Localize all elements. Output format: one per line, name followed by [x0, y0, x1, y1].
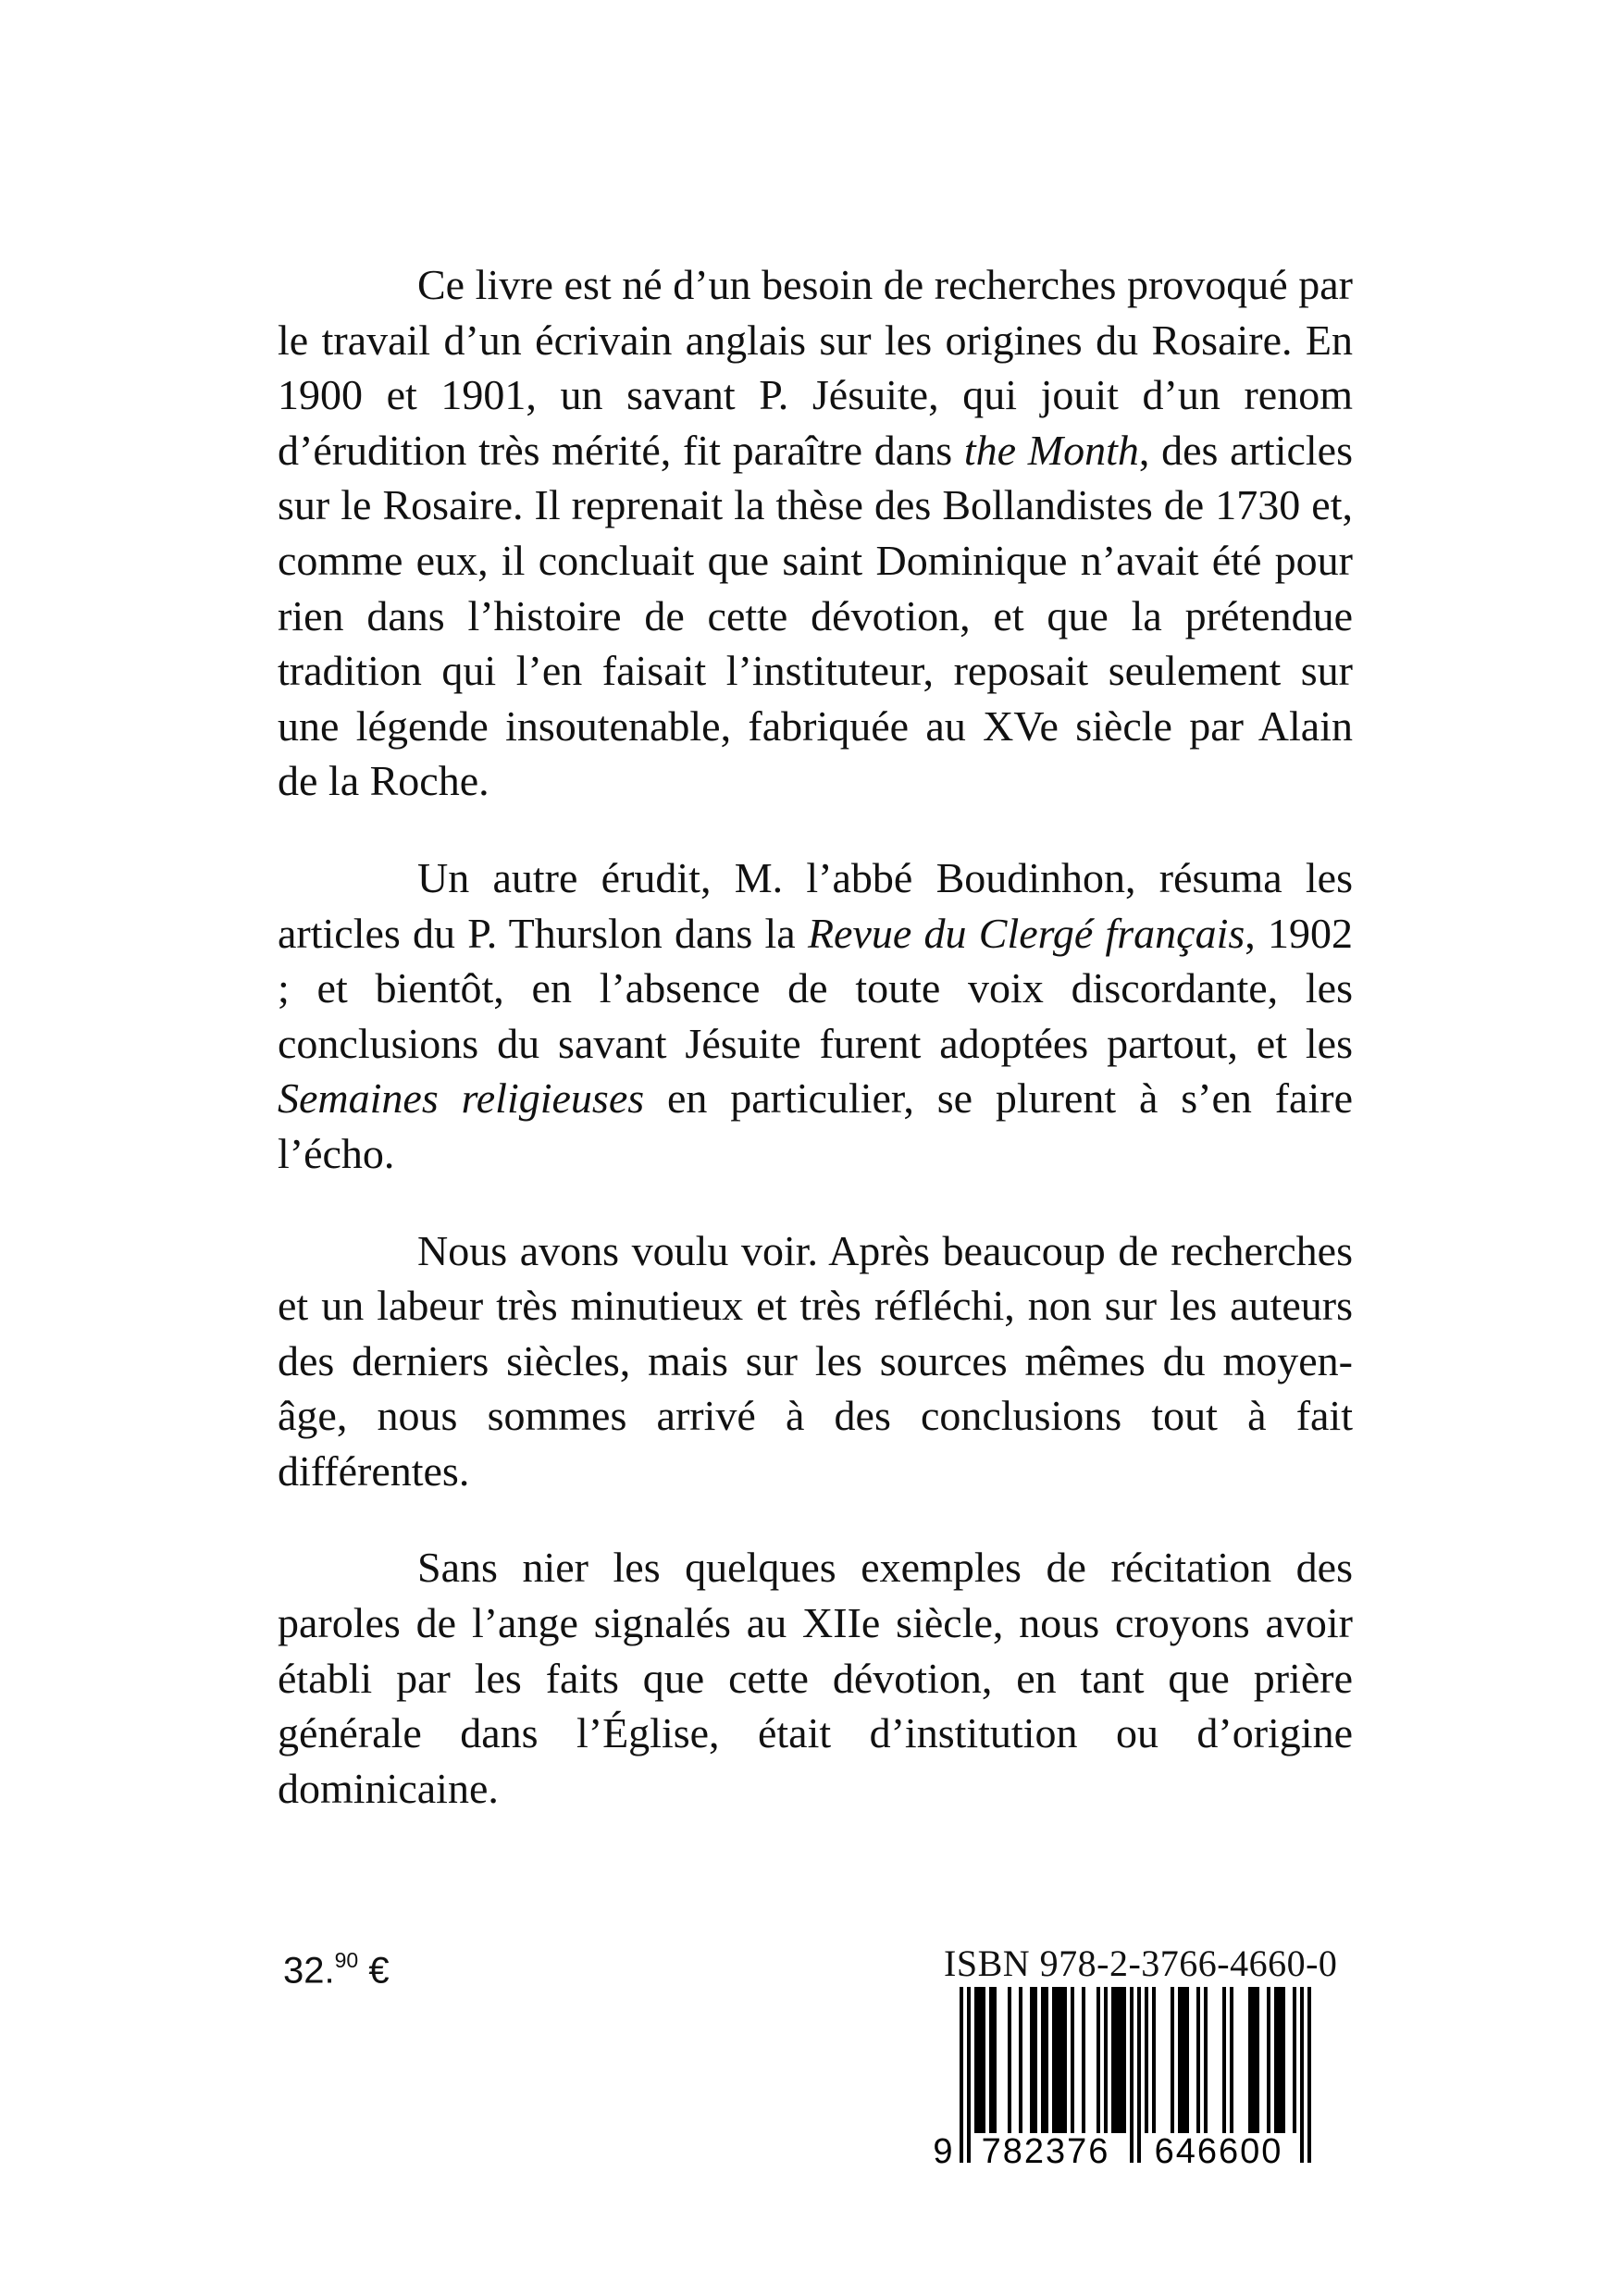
barcode-bar — [1274, 1987, 1285, 2133]
barcode-bar — [1230, 1987, 1233, 2133]
barcode-bar — [1204, 1987, 1208, 2133]
barcode-bar — [974, 1987, 985, 2133]
barcode-bar — [1030, 1987, 1037, 2133]
price-integer: 32. — [283, 1950, 335, 1992]
paragraph-3 — [278, 1223, 1353, 1499]
paragraph-text: , 1902 ; et bientôt, en l’absence de toute voix discordante, les conclusions du savant Jésuite furent adoptées partout, et les — [278, 909, 1353, 1067]
barcode-digits-left: 782376 — [981, 2132, 1110, 2171]
barcode-bar — [1096, 1987, 1100, 2133]
back-cover-text — [278, 257, 1353, 1857]
paragraph-text: , des articles sur le Rosaire. Il reprenait la thèse des Bollandistes de 1730 et, comme eux, il concluait que saint Dominique n’avait été pour rien dans l’histoire de cette dévotion, et que la prétendue tradition qui l’en faisait l’instituteur, reposait seulement sur une légende insoutenable, fabriquée au XVe siècle par Alain de la Roche. — [278, 426, 1353, 805]
barcode-bar — [1293, 1987, 1296, 2133]
barcode-bar — [1052, 1987, 1067, 2133]
barcode-bar — [989, 1987, 997, 2133]
paragraph-text: Un autre érudit, M. l’abbé Boudinhon, résuma les articles du P. Thurslon dans la — [278, 853, 1353, 957]
barcode-guard-bar — [1300, 1987, 1304, 2163]
barcode-bar — [1267, 1987, 1270, 2133]
barcode-bar — [1071, 1987, 1074, 2133]
italic-title-text: the Month — [963, 426, 1139, 474]
paragraph-4 — [278, 1540, 1353, 1816]
barcode-bar — [1008, 1987, 1011, 2133]
barcode-bar — [1178, 1987, 1189, 2133]
barcode-guard-bar — [1137, 1987, 1141, 2163]
barcode-bar — [1196, 1987, 1200, 2133]
barcode-digits-right: 646600 — [1154, 2132, 1283, 2171]
barcode-guard-bar — [1307, 1987, 1311, 2163]
barcode-bar — [1248, 1987, 1259, 2133]
barcode-bar — [1082, 1987, 1085, 2133]
paragraph-1 — [278, 257, 1353, 809]
barcode-bar — [1145, 1987, 1148, 2133]
barcode-bar — [1222, 1987, 1226, 2133]
price-tag — [283, 1940, 390, 1992]
barcode-digit-first: 9 — [933, 2132, 953, 2171]
italic-title-text: Revue du Clergé français — [807, 909, 1245, 957]
barcode-bar — [1104, 1987, 1108, 2133]
isbn-label: ISBN 978-2-3766-4660-0 — [944, 1942, 1338, 1984]
barcode-bar — [1111, 1987, 1126, 2133]
paragraph-text: Sans nier les quelques exemples de récitation des paroles de l’ange signalés au XIIe siècle, nous croyons avoir établi par les faits que cette dévotion, en tant que prière générale dans l’Église, était d’institution ou d’origine dominicaine. — [278, 1544, 1353, 1812]
ean13-barcode — [930, 1987, 1342, 2172]
barcode-guard-bar — [967, 1987, 971, 2163]
barcode-bar — [1041, 1987, 1048, 2133]
paragraph-text: Nous avons voulu voir. Après beaucoup de recherches et un labeur très minutieux et très réfléchi, non sur les auteurs des derniers siècles, mais sur les sources mêmes du moyen-âge, nous sommes arrivé à des conclusions tout à fait différentes. — [278, 1226, 1353, 1495]
barcode-bar — [1171, 1987, 1174, 2133]
barcode-guard-bar — [1130, 1987, 1134, 2163]
barcode-guard-bar — [960, 1987, 963, 2163]
paragraph-text: en particulier, se plurent à s’en faire l’écho. — [278, 1074, 1353, 1177]
italic-title-text: Semaines religieuses — [278, 1074, 645, 1123]
price-currency: € — [368, 1950, 390, 1992]
paragraph-2 — [278, 850, 1353, 1182]
price-cents: 90 — [334, 1948, 359, 1972]
paragraph-text: Ce livre est né d’un besoin de recherches provoqué par le travail d’un écrivain anglais sur les origines du Rosaire. En 1900 et 1901, un savant P. Jésuite, qui jouit d’un renom d’érudition très mérité, fit paraître dans — [278, 261, 1353, 474]
barcode-bar — [1019, 1987, 1022, 2133]
barcode-bar — [1152, 1987, 1156, 2133]
